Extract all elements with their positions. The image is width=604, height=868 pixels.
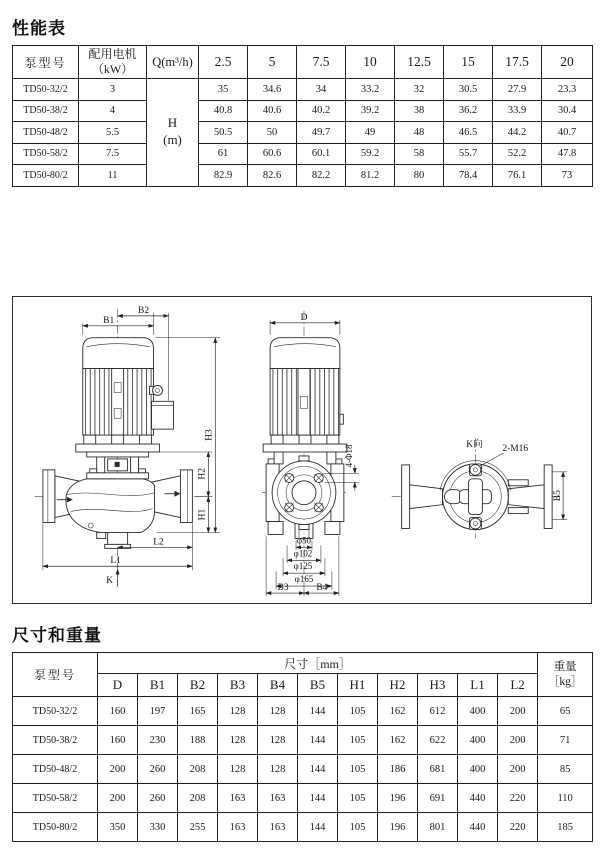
dims-model-cell: TD50-48/2: [13, 755, 98, 784]
perf-motor-cell: 11: [79, 165, 147, 187]
perf-motor-cell: 7.5: [79, 143, 147, 165]
lifting-eye: [153, 385, 163, 395]
perf-value-cell: 82.9: [199, 165, 248, 187]
dims-weight-cell: 110: [538, 784, 593, 813]
perf-value-cell: 61: [199, 143, 248, 165]
perf-header-motor: [79, 46, 147, 79]
dims-value-cell: 350: [98, 813, 138, 842]
dim-label-h2: H2: [197, 468, 208, 480]
perf-value-cell: 80: [395, 165, 444, 187]
dims-value-cell: 128: [218, 755, 258, 784]
top-view: [392, 438, 567, 538]
dims-value-cell: 255: [178, 813, 218, 842]
motor-stool-plate: [76, 444, 160, 452]
dims-value-cell: 163: [218, 813, 258, 842]
dims-value-cell: 220: [498, 784, 538, 813]
perf-header-q: Q(m³/h): [147, 46, 199, 79]
dim-label-b2: B2: [138, 305, 150, 316]
dims-value-cell: 144: [298, 697, 338, 726]
dim-label-b4: B4: [316, 583, 328, 594]
dims-value-cell: 200: [498, 755, 538, 784]
dims-value-cell: 200: [98, 784, 138, 813]
perf-value-cell: 82.6: [248, 165, 297, 187]
perf-value-cell: 52.2: [493, 143, 542, 165]
dims-value-cell: 230: [138, 726, 178, 755]
dims-value-cell: 197: [138, 697, 178, 726]
dims-value-cell: 681: [418, 755, 458, 784]
performance-title: 性能表: [12, 19, 66, 38]
dims-value-cell: 163: [258, 813, 298, 842]
dims-value-cell: 200: [98, 755, 138, 784]
dims-value-cell: 196: [378, 784, 418, 813]
perf-value-cell: 76.1: [493, 165, 542, 187]
perf-model-cell: TD50-32/2: [13, 79, 79, 101]
perf-value-cell: 48: [395, 122, 444, 144]
dims-value-cell: 200: [498, 726, 538, 755]
dimensions-table: [12, 652, 593, 842]
perf-value-cell: 38: [395, 100, 444, 122]
dims-value-cell: 160: [98, 726, 138, 755]
pump-drawing: [13, 297, 591, 603]
perf-value-cell: 34: [297, 79, 346, 101]
dims-value-cell: 105: [338, 755, 378, 784]
perf-header-flow: 20: [542, 46, 593, 79]
dims-weight-cell: 71: [538, 726, 593, 755]
perf-motor-cell: 4: [79, 100, 147, 122]
dims-value-cell: 128: [258, 755, 298, 784]
dims-value-cell: 400: [458, 755, 498, 784]
dims-value-cell: 801: [418, 813, 458, 842]
dims-value-cell: 622: [418, 726, 458, 755]
perf-value-cell: 35: [199, 79, 248, 101]
perf-value-cell: 27.9: [493, 79, 542, 101]
perf-value-cell: 44.2: [493, 122, 542, 144]
perf-value-cell: 36.2: [444, 100, 493, 122]
dims-value-cell: 163: [218, 784, 258, 813]
perf-header-flow: 5: [248, 46, 297, 79]
dims-value-cell: 400: [458, 697, 498, 726]
dim-label-h1: H1: [197, 508, 208, 521]
dims-header-col: H2: [378, 674, 418, 697]
perf-value-cell: 59.2: [346, 143, 395, 165]
perf-value-cell: 81.2: [346, 165, 395, 187]
dims-value-cell: 260: [138, 755, 178, 784]
dims-value-cell: 200: [498, 697, 538, 726]
perf-value-cell: 58: [395, 143, 444, 165]
dims-value-cell: 144: [298, 726, 338, 755]
perf-value-cell: 55.7: [444, 143, 493, 165]
dim-label-b1: B1: [103, 315, 115, 326]
perf-value-cell: 33.9: [493, 100, 542, 122]
dims-value-cell: 128: [258, 697, 298, 726]
perf-value-cell: 40.2: [297, 100, 346, 122]
perf-value-cell: 39.2: [346, 100, 395, 122]
dims-value-cell: 208: [178, 784, 218, 813]
dims-header-col: B2: [178, 674, 218, 697]
dims-value-cell: 400: [458, 726, 498, 755]
dims-weight-cell: 65: [538, 697, 593, 726]
perf-value-cell: 50: [248, 122, 297, 144]
perf-header-flow: 12.5: [395, 46, 444, 79]
dim-label-b3: B3: [277, 583, 289, 594]
perf-motor-cell: 5.5: [79, 122, 147, 144]
perf-head-unit-line2: (m): [163, 132, 182, 148]
perf-value-cell: 32: [395, 79, 444, 101]
perf-value-cell: 49.7: [297, 122, 346, 144]
dims-header-col: B3: [218, 674, 258, 697]
dims-value-cell: 260: [138, 784, 178, 813]
perf-model-cell: TD50-80/2: [13, 165, 79, 187]
side-view: [262, 311, 359, 596]
performance-table: [12, 45, 593, 187]
dim-label-m16: 2-M16: [502, 444, 529, 454]
dims-value-cell: 144: [298, 813, 338, 842]
perf-header-flow: 15: [444, 46, 493, 79]
perf-motor-cell: 3: [79, 79, 147, 101]
perf-head-unit-line1: H: [167, 115, 178, 131]
dims-header-col: B1: [138, 674, 178, 697]
perf-header-flow: 17.5: [493, 46, 542, 79]
dims-value-cell: 440: [458, 784, 498, 813]
dims-value-cell: 144: [298, 784, 338, 813]
perf-value-cell: 60.6: [248, 143, 297, 165]
dims-value-cell: 144: [298, 755, 338, 784]
drawing-frame: [12, 296, 592, 604]
perf-value-cell: 78.4: [444, 165, 493, 187]
dims-value-cell: 186: [378, 755, 418, 784]
dims-value-cell: 105: [338, 784, 378, 813]
dims-header-col: H3: [418, 674, 458, 697]
dim-label-bolt-holes: 4-Φ18: [343, 444, 354, 468]
perf-model-cell: TD50-38/2: [13, 100, 79, 122]
perf-value-cell: 30.4: [542, 100, 593, 122]
motor-fan-cover: [83, 338, 154, 369]
dims-value-cell: 208: [178, 755, 218, 784]
dim-label-phi165: φ165: [294, 574, 314, 585]
dims-header-col: B4: [258, 674, 298, 697]
perf-value-cell: 46.5: [444, 122, 493, 144]
dims-value-cell: 612: [418, 697, 458, 726]
dims-value-cell: 440: [458, 813, 498, 842]
perf-header-flow: 2.5: [199, 46, 248, 79]
dim-label-d: D: [300, 312, 308, 323]
perf-value-cell: 30.5: [444, 79, 493, 101]
perf-header-motor-line1: 配用电机: [88, 47, 137, 61]
perf-value-cell: 23.3: [542, 79, 593, 101]
perf-value-cell: 73: [542, 165, 593, 187]
dims-header-col: L2: [498, 674, 538, 697]
dim-label-phi102: φ102: [293, 548, 313, 559]
dims-header-weight-line2: ［kg］: [547, 675, 583, 688]
dims-weight-cell: 85: [538, 755, 593, 784]
perf-value-cell: 60.1: [297, 143, 346, 165]
perf-header-flow: 10: [346, 46, 395, 79]
dims-model-cell: TD50-80/2: [13, 813, 98, 842]
dims-value-cell: 330: [138, 813, 178, 842]
perf-model-cell: TD50-48/2: [13, 122, 79, 144]
dims-value-cell: 162: [378, 697, 418, 726]
perf-value-cell: 40.7: [542, 122, 593, 144]
dims-header-col: D: [98, 674, 138, 697]
dims-value-cell: 220: [498, 813, 538, 842]
dims-value-cell: 196: [378, 813, 418, 842]
dims-value-cell: 163: [258, 784, 298, 813]
perf-value-cell: 50.5: [199, 122, 248, 144]
dims-header-col: H1: [338, 674, 378, 697]
perf-header-flow: 7.5: [297, 46, 346, 79]
dims-header-col: B5: [298, 674, 338, 697]
dim-label-b5: B5: [553, 490, 564, 502]
dims-header-size: 尺寸［mm］: [98, 653, 538, 674]
dims-value-cell: 160: [98, 697, 138, 726]
dims-model-cell: TD50-58/2: [13, 784, 98, 813]
dims-value-cell: 165: [178, 697, 218, 726]
dimensions-title: 尺寸和重量: [12, 626, 102, 645]
dim-label-l1: L1: [110, 556, 121, 567]
dims-weight-cell: 185: [538, 813, 593, 842]
dims-header-model: 泵型号: [13, 653, 98, 697]
perf-head-unit-cell: [147, 79, 199, 187]
dims-value-cell: 105: [338, 726, 378, 755]
dims-value-cell: 105: [338, 813, 378, 842]
perf-value-cell: 33.2: [346, 79, 395, 101]
dims-model-cell: TD50-32/2: [13, 697, 98, 726]
dims-value-cell: 691: [418, 784, 458, 813]
perf-value-cell: 82.2: [297, 165, 346, 187]
dim-label-k: K: [106, 576, 114, 587]
perf-header-model: 泵型号: [13, 46, 79, 79]
dims-value-cell: 128: [258, 726, 298, 755]
dims-header-weight-line1: 重量: [553, 661, 577, 674]
perf-value-cell: 40.8: [199, 100, 248, 122]
dims-value-cell: 188: [178, 726, 218, 755]
dims-value-cell: 162: [378, 726, 418, 755]
dim-label-phi50: φ50: [296, 535, 312, 546]
dims-header-col: L1: [458, 674, 498, 697]
dims-value-cell: 128: [218, 726, 258, 755]
perf-model-cell: TD50-58/2: [13, 143, 79, 165]
dim-label-phi125: φ125: [293, 561, 313, 572]
dim-label-l2: L2: [153, 537, 164, 548]
dims-header-weight: [538, 653, 593, 697]
dims-model-cell: TD50-38/2: [13, 726, 98, 755]
dims-value-cell: 128: [218, 697, 258, 726]
perf-value-cell: 47.8: [542, 143, 593, 165]
perf-value-cell: 40.6: [248, 100, 297, 122]
dims-value-cell: 105: [338, 697, 378, 726]
front-view: [35, 306, 220, 587]
perf-value-cell: 34.6: [248, 79, 297, 101]
perf-header-motor-line2: （kW）: [91, 62, 134, 76]
dim-label-h3: H3: [204, 429, 215, 441]
view-label-k-direction: K向: [466, 440, 483, 451]
perf-value-cell: 49: [346, 122, 395, 144]
